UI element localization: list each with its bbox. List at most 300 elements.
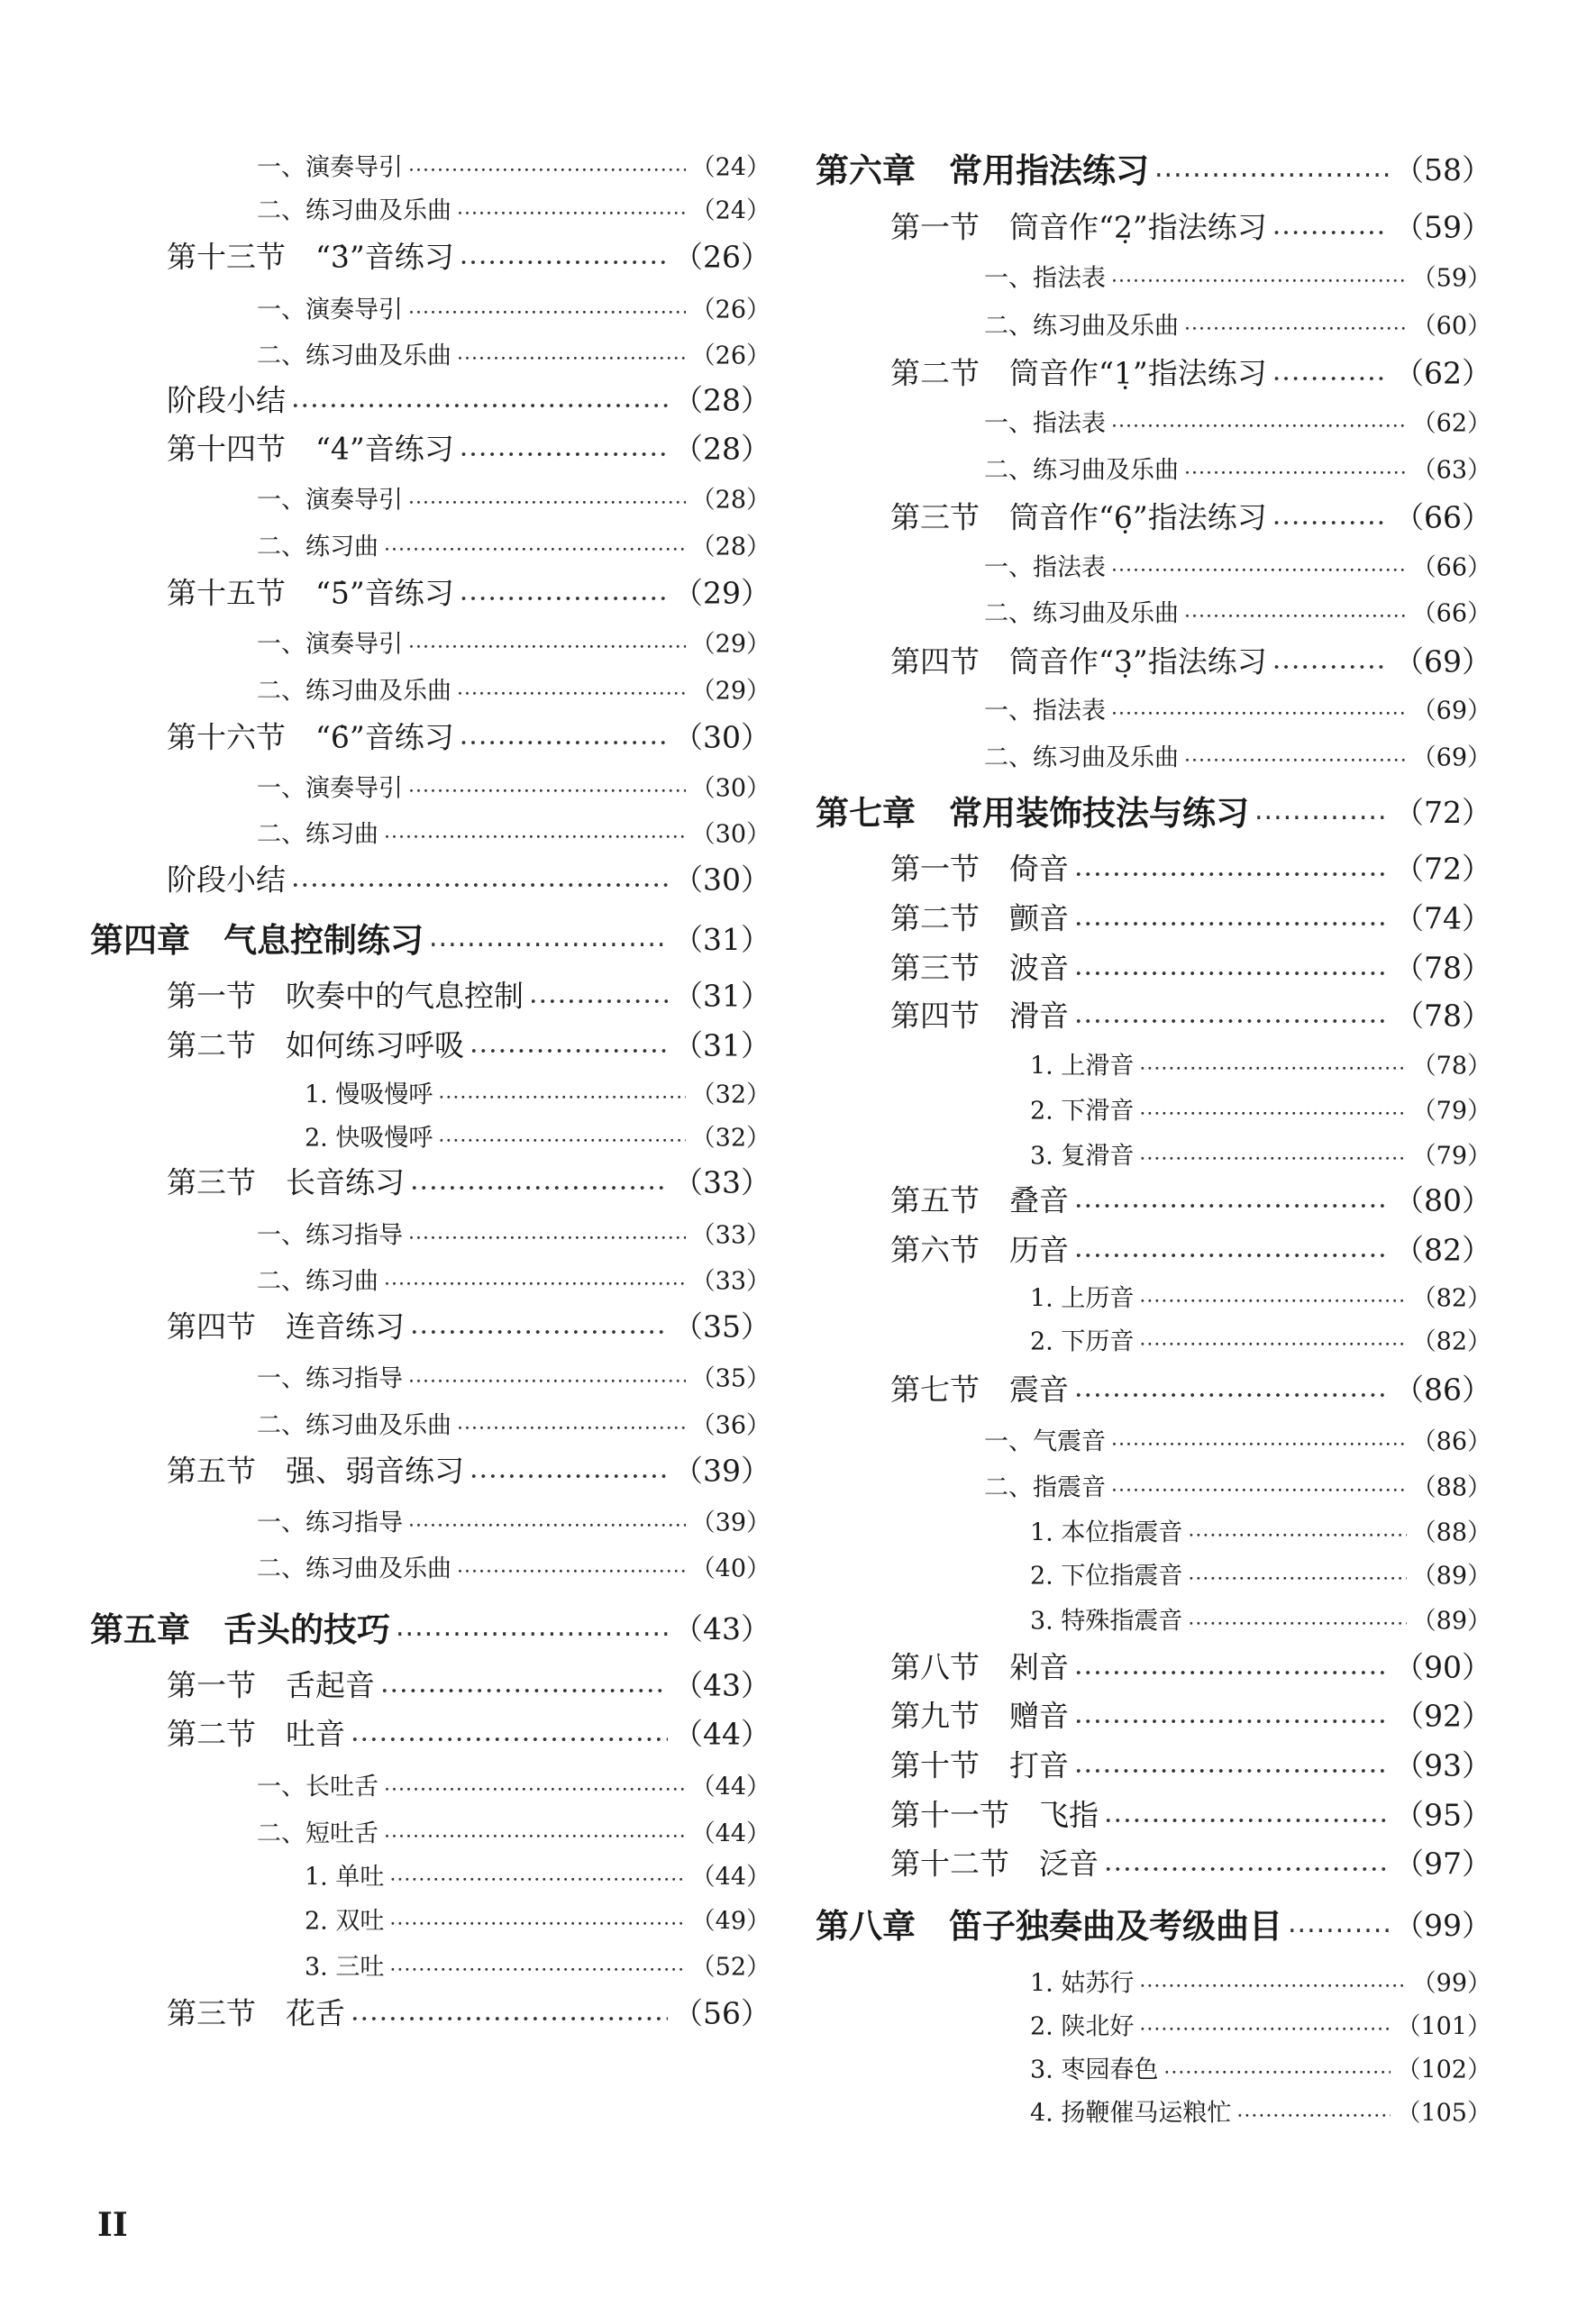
toc-entry-item [1030,1513,1491,1548]
dot-leader [1188,1563,1406,1585]
toc-entry-section [167,1448,771,1491]
dot-leader [389,1864,685,1886]
toc-entry-page: （88） [1411,1518,1491,1547]
toc-entry-sub [257,1406,771,1441]
toc-entry-page: （59） [1394,209,1491,245]
toc-entry-title: 二、练习曲及乐曲 [257,1555,451,1583]
toc-entry-page: （69） [1394,643,1491,679]
toc-entry-item [305,1901,771,1937]
dot-leader [396,1611,668,1643]
dot-leader [351,1717,668,1748]
toc-entry-title: 第一节 舌起音 [167,1667,375,1703]
toc-entry-title: 一、练习指导 [257,1221,403,1250]
toc-entry-sub [257,336,771,371]
toc-entry-page: （26） [690,296,771,324]
toc-entry-page: （39） [673,1453,771,1489]
dot-leader [1288,1908,1389,1939]
toc-entry-sub [984,451,1491,486]
toc-entry-title: 第六章 常用指法练习 [816,151,1149,190]
dot-leader [1254,795,1389,826]
dot-leader [1111,698,1407,720]
dot-leader [1074,1372,1389,1404]
toc-entry-title: 2. 快吸慢呼 [305,1124,433,1153]
toc-entry-title: 4. 扬鞭催马运粮忙 [1030,2099,1232,2128]
dot-leader [1236,2100,1391,2122]
toc-entry-page: （35） [690,1364,771,1393]
toc-entry-page: （33） [673,1164,771,1200]
toc-entry-title: 二、练习曲及乐曲 [257,196,451,225]
dot-leader [1272,644,1389,676]
toc-entry-sub [984,306,1491,342]
toc-entry-item [1030,2050,1491,2085]
toc-entry-sub [257,1549,771,1584]
dot-leader [1184,313,1407,335]
toc-entry-item [305,1118,771,1154]
toc-entry-sub [257,1359,771,1394]
dot-leader [457,342,686,365]
toc-entry-title: 2. 下滑音 [1030,1097,1135,1126]
dot-leader [1104,1798,1389,1829]
dot-leader [380,1668,668,1700]
toc-entry-item [1030,1091,1491,1126]
toc-entry-page: （72） [1394,794,1491,830]
dot-leader [529,979,668,1010]
toc-entry-title: 一、演奏导引 [257,486,403,515]
dot-leader [351,1996,668,2028]
toc-entry-page: （78） [1394,950,1491,986]
toc-entry-page: （101） [1396,2012,1491,2041]
toc-entry-page: （88） [1411,1473,1491,1502]
toc-entry-sub [257,1503,771,1538]
toc-entry-page: （28） [690,533,771,561]
toc-entry-title: 1. 上滑音 [1030,1052,1135,1081]
toc-entry-page: （44） [690,1819,771,1848]
dot-leader [291,383,668,415]
toc-entry-section [890,1227,1491,1270]
dot-leader [1074,1650,1389,1682]
toc-entry-page: （44） [690,1863,771,1892]
toc-entry-page: （32） [690,1081,771,1109]
toc-entry-title: 3. 复滑音 [1030,1142,1135,1171]
toc-entry-item [1030,1964,1491,1999]
toc-entry-section [890,896,1491,938]
toc-entry-page: （29） [690,630,771,659]
dot-leader [1272,500,1389,532]
toc-entry-section [890,495,1491,537]
toc-entry-title: 第三节 花舌 [167,1995,345,2031]
toc-entry-page: （52） [690,1953,771,1982]
toc-entry-title: 第十六节 “6̇”音练习 [167,719,454,755]
toc-entry-sub [984,548,1491,583]
toc-entry-page: （58） [1394,151,1491,187]
toc-entry-sub [257,290,771,325]
toc-entry-title: 第三节 波音 [890,950,1069,986]
toc-entry-sub [257,1767,771,1802]
toc-entry-page: （86） [1411,1427,1491,1456]
toc-entry-title: 第十节 打音 [890,1747,1069,1783]
toc-entry-sub [257,815,771,850]
dot-leader [1184,457,1407,479]
toc-entry-page: （95） [1394,1797,1491,1833]
toc-entry-page: （60） [1411,312,1491,341]
toc-entry-section [167,1023,771,1065]
dot-leader [408,631,686,653]
toc-entry-title: 阶段小结 [167,862,286,898]
toc-entry-title: 一、长吐舌 [257,1773,378,1801]
toc-entry-item [1030,1279,1491,1314]
toc-entry-page: （24） [690,196,771,225]
toc-entry-title: 二、指震音 [984,1473,1106,1502]
toc-entry-title: 3. 三吐 [305,1953,385,1982]
toc-entry-title: 第七节 震音 [890,1372,1069,1408]
toc-entry-page: （30） [673,862,771,898]
toc-entry-chapter [816,786,1491,834]
toc-entry-title: 二、练习曲及乐曲 [984,312,1179,341]
toc-entry-section [167,1663,771,1705]
toc-entry-title: 第十一节 飞指 [890,1797,1099,1833]
dot-leader [1139,1098,1406,1120]
toc-entry-title: 二、练习曲及乐曲 [257,342,451,370]
toc-entry-title: 一、演奏导引 [257,774,403,803]
toc-entry-title: 第十四节 “4̇”音练习 [167,431,454,467]
dot-leader [457,1555,686,1578]
toc-entry-section [890,1645,1491,1687]
toc-entry-page: （97） [1394,1846,1491,1882]
toc-entry-page: （78） [1411,1052,1491,1081]
dot-leader [1272,356,1389,388]
toc-entry-section [167,715,771,757]
toc-entry-page: （63） [1411,456,1491,485]
toc-entry-title: 第一节 倚音 [890,851,1069,887]
toc-entry-section [890,1743,1491,1785]
toc-entry-page: （39） [690,1509,771,1537]
toc-entry-section [167,857,771,899]
toc-entry-page: （24） [690,153,771,182]
dot-leader [291,862,668,894]
toc-entry-page: （92） [1394,1698,1491,1734]
toc-entry-page: （82） [1394,1232,1491,1268]
toc-entry-page: （31） [673,921,771,957]
toc-entry-item [1030,1046,1491,1081]
toc-entry-title: 1. 上历音 [1030,1284,1135,1313]
toc-entry-section [167,973,771,1016]
dot-leader [460,576,668,607]
toc-entry-page: （74） [1394,900,1491,936]
dot-leader [457,678,686,700]
dot-leader [1154,152,1389,184]
toc-entry-section [167,234,771,277]
toc-entry-item [1030,1322,1491,1357]
toc-entry-title: 第十三节 “3̇”音练习 [167,239,454,275]
toc-entry-chapter [816,143,1491,192]
dot-leader [389,1908,685,1930]
dot-leader [1074,1699,1389,1730]
toc-entry-title: 1. 姑苏行 [1030,1969,1135,1998]
toc-entry-title: 阶段小结 [167,382,286,418]
toc-entry-title: 第二节 颤音 [890,900,1069,936]
dot-leader [410,1309,668,1341]
dot-leader [410,1165,668,1197]
toc-entry-sub [984,691,1491,726]
toc-entry-title: 二、短吐舌 [257,1819,378,1848]
toc-entry-page: （89） [1411,1562,1491,1591]
dot-leader [1074,1233,1389,1264]
dot-leader [1139,1970,1406,1992]
toc-entry-title: 二、练习曲及乐曲 [984,743,1179,772]
toc-entry-title: 一、练习指导 [257,1364,403,1393]
toc-entry-title: 第六节 历音 [890,1232,1069,1268]
page-number: II [97,2206,128,2244]
dot-leader [384,821,686,843]
toc-entry-sub [257,480,771,515]
toc-entry-page: （32） [690,1124,771,1153]
toc-entry-section [890,639,1491,681]
dot-leader [1111,1428,1407,1451]
toc-entry-title: 第二节 吐音 [167,1716,345,1752]
dot-leader [429,922,668,953]
toc-entry-sub [257,769,771,804]
toc-entry-sub [984,259,1491,294]
toc-entry-page: （44） [690,1773,771,1801]
toc-entry-title: 一、气震音 [984,1427,1106,1456]
toc-entry-section [890,1841,1491,1883]
toc-entry-page: （28） [673,382,771,418]
toc-entry-title: 第十二节 泛音 [890,1846,1099,1882]
toc-entry-title: 2. 双吐 [305,1907,385,1936]
toc-entry-page: （33） [690,1221,771,1250]
toc-entry-section [890,945,1491,988]
toc-entry-title: 第一节 筒音作“2̣”指法练习 [890,209,1267,245]
dot-leader [1104,1847,1389,1878]
toc-entry-title: 1. 本位指震音 [1030,1518,1183,1547]
dot-leader [389,1954,685,1976]
toc-entry-sub [257,625,771,660]
toc-entry-title: 第八章 笛子独奏曲及考级曲目 [816,1907,1282,1946]
toc-entry-sub [984,738,1491,773]
toc-entry-title: 3. 特殊指震音 [1030,1607,1183,1636]
toc-entry-page: （66） [1394,499,1491,535]
toc-entry-title: 1. 慢吸慢呼 [305,1081,433,1109]
toc-entry-page: （102） [1396,2056,1491,2084]
toc-entry-section [167,1304,771,1346]
dot-leader [438,1125,685,1147]
toc-entry-chapter [90,913,771,962]
toc-entry-page: （30） [673,719,771,755]
toc-entry-section [167,378,771,420]
dot-leader [408,775,686,798]
toc-entry-item [305,1857,771,1892]
toc-entry-page: （79） [1411,1097,1491,1126]
toc-entry-title: 3. 枣园春色 [1030,2056,1159,2084]
dot-leader [457,197,686,220]
toc-entry-page: （56） [673,1995,771,2031]
toc-entry-page: （31） [673,1027,771,1063]
toc-entry-page: （28） [690,486,771,515]
toc-entry-item [1030,2007,1491,2042]
dot-leader [1074,1748,1389,1780]
dot-leader [1272,210,1389,242]
toc-entry-title: 第四节 滑音 [890,998,1069,1034]
toc-entry-page: （33） [690,1267,771,1296]
toc-entry-page: （69） [1411,743,1491,772]
toc-entry-chapter [816,1899,1491,1947]
dot-leader [1184,600,1407,623]
dot-leader [384,533,686,556]
dot-leader [470,1028,668,1060]
toc-entry-sub [984,594,1491,629]
dot-leader [1188,1519,1406,1542]
dot-leader [384,1774,686,1796]
dot-leader [1074,998,1389,1030]
toc-entry-sub [257,148,771,183]
toc-entry-sub [984,1422,1491,1457]
toc-entry-title: 第二节 如何练习呼吸 [167,1027,464,1063]
dot-leader [408,1365,686,1388]
toc-entry-page: （82） [1411,1327,1491,1356]
toc-entry-title: 二、练习曲及乐曲 [257,1411,451,1440]
toc-entry-page: （28） [673,431,771,467]
dot-leader [408,154,686,177]
toc-entry-page: （78） [1394,998,1491,1034]
toc-entry-section [890,1178,1491,1220]
toc-entry-title: 一、演奏导引 [257,153,403,182]
toc-entry-page: （86） [1394,1372,1491,1408]
dot-leader [384,1268,686,1290]
dot-leader [460,720,668,752]
toc-entry-sub [984,1468,1491,1503]
toc-entry-page: （40） [690,1555,771,1583]
toc-entry-sub [257,671,771,707]
dot-leader [1139,1328,1406,1351]
toc-entry-sub [257,1216,771,1251]
toc-entry-section [167,1991,771,2033]
toc-entry-section [167,1160,771,1202]
toc-entry-page: （36） [690,1411,771,1440]
dot-leader [460,240,668,271]
toc-entry-section [167,570,771,613]
toc-entry-page: （66） [1411,553,1491,582]
toc-entry-section [890,846,1491,889]
toc-entry-page: （26） [690,342,771,370]
dot-leader [408,296,686,319]
toc-entry-page: （30） [690,774,771,803]
toc-entry-title: 2. 陕北好 [1030,2012,1135,2041]
toc-entry-page: （105） [1396,2099,1491,2128]
toc-entry-title: 一、演奏导引 [257,296,403,324]
toc-entry-title: 一、指法表 [984,553,1106,582]
toc-entry-sub [257,1814,771,1849]
toc-entry-title: 第四节 连音练习 [167,1309,405,1345]
toc-entry-title: 第五章 舌头的技巧 [90,1610,390,1649]
dot-leader [1111,1474,1407,1497]
toc-entry-title: 第一节 吹奏中的气息控制 [167,978,524,1014]
toc-entry-page: （99） [1394,1907,1491,1943]
toc-entry-page: （99） [1411,1969,1491,1998]
toc-entry-page: （90） [1394,1649,1491,1685]
toc-entry-title: 第五节 叠音 [890,1182,1069,1218]
toc-entry-section [167,1711,771,1754]
toc-entry-page: （49） [690,1907,771,1936]
dot-leader [408,1509,686,1532]
toc-entry-title: 二、练习曲及乐曲 [984,456,1179,485]
toc-entry-page: （80） [1394,1182,1491,1218]
toc-entry-section [890,351,1491,393]
toc-entry-page: （66） [1411,599,1491,628]
toc-entry-section [890,1792,1491,1835]
toc-entry-title: 一、指法表 [984,409,1106,438]
toc-entry-item [1030,2093,1491,2129]
toc-entry-section [890,1367,1491,1409]
toc-entry-page: （44） [673,1716,771,1752]
dot-leader [460,432,668,463]
toc-entry-title: 第四章 气息控制练习 [90,921,424,960]
toc-entry-title: 二、练习曲及乐曲 [984,599,1179,628]
toc-entry-title: 第十五节 “5̇”音练习 [167,575,454,611]
toc-entry-item [305,1075,771,1110]
toc-entry-sub [984,404,1491,439]
toc-entry-sub [257,1262,771,1297]
toc-entry-page: （29） [673,575,771,611]
toc-entry-page: （72） [1394,851,1491,887]
toc-entry-title: 一、演奏导引 [257,630,403,659]
dot-leader [1074,852,1389,883]
toc-entry-title: 第四节 筒音作“3̣”指法练习 [890,643,1267,679]
toc-entry-page: （82） [1411,1284,1491,1313]
toc-entry-title: 第二节 筒音作“1̣”指法练习 [890,355,1267,391]
toc-entry-page: （26） [673,239,771,275]
dot-leader [384,1820,686,1843]
toc-entry-item [305,1947,771,1983]
toc-entry-page: （29） [690,677,771,706]
dot-leader [1139,2013,1391,2036]
dot-leader [1111,410,1407,433]
dot-leader [1074,1183,1389,1215]
toc-entry-page: （43） [673,1610,771,1646]
toc-entry-section [890,1693,1491,1736]
dot-leader [1139,1143,1406,1165]
toc-entry-title: 1. 单吐 [305,1863,385,1892]
toc-entry-title: 二、练习曲 [257,820,378,849]
toc-entry-section [890,205,1491,247]
dot-leader [438,1081,685,1104]
toc-entry-sub [257,527,771,562]
dot-leader [1184,744,1407,767]
toc-entry-item [1030,1556,1491,1591]
toc-entry-title: 2. 下历音 [1030,1327,1135,1356]
toc-entry-page: （79） [1411,1142,1491,1171]
toc-entry-page: （62） [1411,409,1491,438]
dot-leader [1074,951,1389,982]
toc-entry-title: 二、练习曲及乐曲 [257,677,451,706]
toc-entry-title: 第三节 长音练习 [167,1164,405,1200]
toc-entry-page: （43） [673,1667,771,1703]
toc-entry-title: 第七章 常用装饰技法与练习 [816,794,1249,833]
dot-leader [408,487,686,509]
toc-entry-item [1030,1136,1491,1172]
dot-leader [457,1412,686,1435]
toc-entry-title: 2. 下位指震音 [1030,1562,1183,1591]
toc-entry-page: （93） [1394,1747,1491,1783]
toc-entry-title: 一、练习指导 [257,1509,403,1537]
toc-entry-title: 第三节 筒音作“6̣”指法练习 [890,499,1267,535]
dot-leader [1074,901,1389,933]
toc-entry-title: 第八节 剁音 [890,1649,1069,1685]
toc-entry-title: 第九节 赠音 [890,1698,1069,1734]
toc-entry-page: （31） [673,978,771,1014]
dot-leader [1163,2056,1391,2079]
toc-entry-section [890,993,1491,1035]
toc-entry-title: 第五节 强、弱音练习 [167,1453,464,1489]
